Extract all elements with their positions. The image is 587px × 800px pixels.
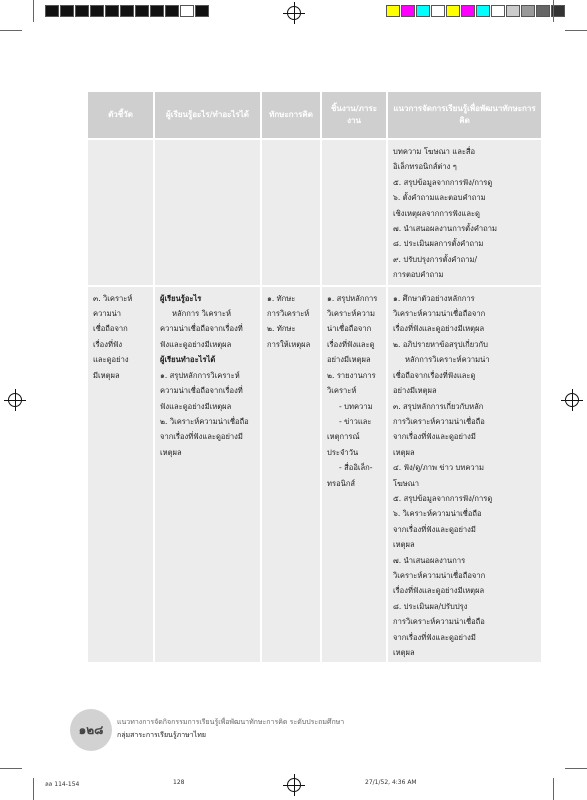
cell-line: จากเรื่องที่ฟังและดูอย่างมี [393, 632, 476, 642]
cell-line: ๓. วิเคราะห์ [93, 293, 133, 303]
calibration-swatch [75, 5, 89, 17]
registration-mark-right [565, 393, 579, 407]
cell-line: ๒. ทักษะ [267, 324, 296, 334]
crop-mark [565, 768, 587, 769]
calibration-swatch [446, 5, 460, 17]
cell-line: อิเล็กทรอนิกส์ต่าง ๆ [393, 162, 457, 172]
cell-line: ประจำวัน [327, 447, 359, 457]
cell-line: ๒. วิเคราะห์ความน่าเชื่อถือ [160, 416, 249, 426]
calibration-swatch [386, 5, 400, 17]
calibration-swatch [60, 5, 74, 17]
calibration-swatch [431, 5, 445, 17]
cell-line: วิเคราะห์ความน่าเชื่อถือจาก [393, 570, 486, 580]
cell-line: ๘. ประเมินผล/ปรับปรุง [393, 601, 468, 611]
cell-line: เรื่องที่ฟังและดู [327, 339, 375, 349]
table-cell [321, 139, 387, 286]
cell-line: ๓. สรุปหลักการเกี่ยวกับหลัก [393, 401, 484, 411]
cell-line: อย่างมีเหตุผล [327, 355, 371, 365]
cell-line: ๕. สรุปข้อมูลจากการฟัง/การดู [393, 493, 493, 503]
crop-mark [553, 0, 554, 22]
crop-mark [0, 768, 22, 769]
cell-line: จากเรื่องที่ฟังและดูอย่างมี [393, 524, 476, 534]
cell-line: เรื่องที่ฟัง [93, 339, 123, 349]
cell-line: ๒. อภิปรายหาข้อสรุปเกี่ยวกับ [393, 339, 488, 349]
cell-line: ๖. ตั้งคำถามและตอบคำถาม [393, 193, 486, 203]
header-learning: ผู้เรียนรู้อะไร/ทำอะไรได้ [154, 92, 261, 139]
cell-line: ผู้เรียนรู้อะไร [160, 293, 202, 303]
cell-line: - ข่าวและ [339, 416, 372, 426]
cell-line: ทรอนิกส์ [327, 478, 356, 488]
table-cell [321, 286, 387, 663]
calibration-swatch [105, 5, 119, 17]
crop-mark [553, 778, 554, 800]
calibration-swatch [401, 5, 415, 17]
cell-line: ๔. ฟัง/ดู/ภาพ ข่าว บทความ [393, 463, 484, 473]
cell-line: วิเคราะห์ความน่าเชื่อถือจาก [393, 309, 486, 319]
calibration-swatch [165, 5, 179, 17]
calibration-swatch [90, 5, 104, 17]
cell-line: - สื่ออิเล็ก- [339, 463, 373, 473]
header-teaching-approach: แนวการจัดการเรียนรู้เพื่อพัฒนาทักษะการคิด [387, 92, 541, 139]
cell-line: บทความ โฆษณา และสื่อ [393, 147, 476, 156]
cell-line: ๑. สรุปหลักการวิเคราะห์ [160, 370, 240, 380]
cell-line: เหตุผล [393, 540, 415, 550]
table-cell [88, 139, 154, 286]
cell-line: ผู้เรียนทำอะไรได้ [160, 355, 216, 365]
cell-line: การตอบคำถาม [393, 270, 444, 280]
crop-mark [33, 0, 34, 22]
cell-line: อย่างมีเหตุผล [393, 386, 437, 396]
cell-line: จากเรื่องที่ฟังและดูอย่างมี [393, 432, 476, 442]
cell-line: เหตุผล [393, 447, 415, 457]
cell-line: เชื่อถือจาก [93, 324, 128, 334]
cell-line: ๑. ทักษะ [267, 293, 296, 303]
cell-line: ๑. ศึกษาตัวอย่างหลักการ [393, 293, 475, 303]
calibration-swatch [536, 5, 550, 17]
table-header-row [88, 92, 541, 139]
cell-line: เชิงเหตุผลจากการฟังและดู [393, 208, 480, 218]
registration-mark-bottom [287, 778, 301, 792]
cell-line: ๗. นำเสนอผลงานการ [393, 555, 466, 565]
color-calibration-bar [386, 5, 566, 17]
calibration-swatch [180, 5, 194, 17]
calibration-swatch [135, 5, 149, 17]
calibration-swatch [491, 5, 505, 17]
header-tasks: ชิ้นงาน/ภาระงาน [321, 92, 387, 139]
cell-line: เรื่องที่ฟังและดูอย่างมีเหตุผล [393, 324, 485, 334]
cell-line: เชื่อถือจากเรื่องที่ฟังและดู [393, 370, 476, 380]
cell-line: ๗. นำเสนอผลงานการตั้งคำถาม [393, 224, 498, 234]
page-number-badge: ๑๒๘ [70, 709, 112, 751]
cell-line: ความน่าเชื่อถือจากเรื่องที่ [160, 386, 243, 396]
cell-line: ๙. ปรับปรุงการตั้งคำถาม/ [393, 254, 478, 264]
calibration-swatch [461, 5, 475, 17]
cell-line: น่าเชื่อถือจาก [327, 324, 372, 334]
table-cell [387, 286, 541, 663]
cell-line: วิเคราะห์ความ [327, 309, 375, 319]
grayscale-bar [45, 5, 210, 17]
calibration-swatch [521, 5, 535, 17]
calibration-swatch [476, 5, 490, 17]
calibration-swatch [120, 5, 134, 17]
cell-line: ๒. รายงานการ [327, 370, 376, 380]
slug-timestamp: 27/1/52, 4:36 AM [365, 779, 417, 786]
cell-line: เรื่องที่ฟังและดูอย่างมีเหตุผล [393, 586, 485, 596]
table-cell [261, 286, 321, 663]
registration-mark-left [8, 393, 22, 407]
table-cell [88, 286, 154, 663]
cell-line: การวิเคราะห์ความน่าเชื่อถือ [393, 617, 485, 627]
crop-mark [0, 30, 22, 31]
learning-plan-table [88, 92, 541, 662]
cell-line: มีเหตุผล [93, 370, 120, 380]
cell-line: เหตุผล [393, 648, 415, 657]
table-cell [261, 139, 321, 286]
cell-line: ๕. สรุปข้อมูลจากการฟัง/การดู [393, 177, 493, 187]
slug-page: 128 [173, 779, 185, 786]
table-row [88, 286, 541, 663]
cell-line: ๘. ประเมินผลการตั้งคำถาม [393, 239, 484, 249]
cell-line: ฟังและดูอย่างมีเหตุผล [160, 401, 232, 411]
cell-line: ฟังและดูอย่างมีเหตุผล [160, 339, 232, 349]
calibration-swatch [506, 5, 520, 17]
registration-mark-top [287, 6, 301, 20]
table-cell [154, 139, 261, 286]
cell-line: ๖. วิเคราะห์ความน่าเชื่อถือ [393, 509, 482, 519]
calibration-swatch [416, 5, 430, 17]
table-cell [154, 286, 261, 663]
cell-line: เหตุผล [160, 447, 182, 457]
cell-line: หลักการ วิเคราะห์ [172, 309, 231, 319]
table-row [88, 139, 541, 286]
cell-line: การให้เหตุผล [267, 339, 311, 349]
cell-line: วิเคราะห์ [327, 386, 357, 396]
cell-line: และดูอย่าง [93, 355, 129, 365]
footer-book-title: แนวทางการจัดกิจกรรมการเรียนรู้เพื่อพัฒนาทักษะการคิด ระดับประถมศึกษา [117, 718, 345, 726]
calibration-swatch [45, 5, 59, 17]
cell-line: ๑. สรุปหลักการ [327, 293, 378, 303]
cell-line: เหตุการณ์ [327, 432, 360, 442]
cell-line: ความน่า [93, 309, 122, 319]
footer-subject: กลุ่มสาระการเรียนรู้ภาษาไทย [117, 731, 206, 739]
cell-line: - บทความ [339, 401, 373, 411]
header-thinking-skills: ทักษะการคิด [261, 92, 321, 139]
cell-line: การวิเคราะห์ [267, 309, 310, 319]
crop-mark [33, 778, 34, 800]
cell-line: หลักการวิเคราะห์ความน่า [405, 355, 490, 365]
crop-mark [565, 30, 587, 31]
header-indicator: ตัวชี้วัด [88, 92, 154, 139]
calibration-swatch [195, 5, 209, 17]
cell-line: ความน่าเชื่อถือจากเรื่องที่ [160, 324, 243, 334]
calibration-swatch [150, 5, 164, 17]
cell-line: จากเรื่องที่ฟังและดูอย่างมี [160, 432, 243, 442]
cell-line: โฆษณา [393, 478, 420, 488]
cell-line: การวิเคราะห์ความน่าเชื่อถือ [393, 416, 485, 426]
slug-file: ลล 114-154 [45, 781, 80, 788]
table-cell [387, 139, 541, 286]
